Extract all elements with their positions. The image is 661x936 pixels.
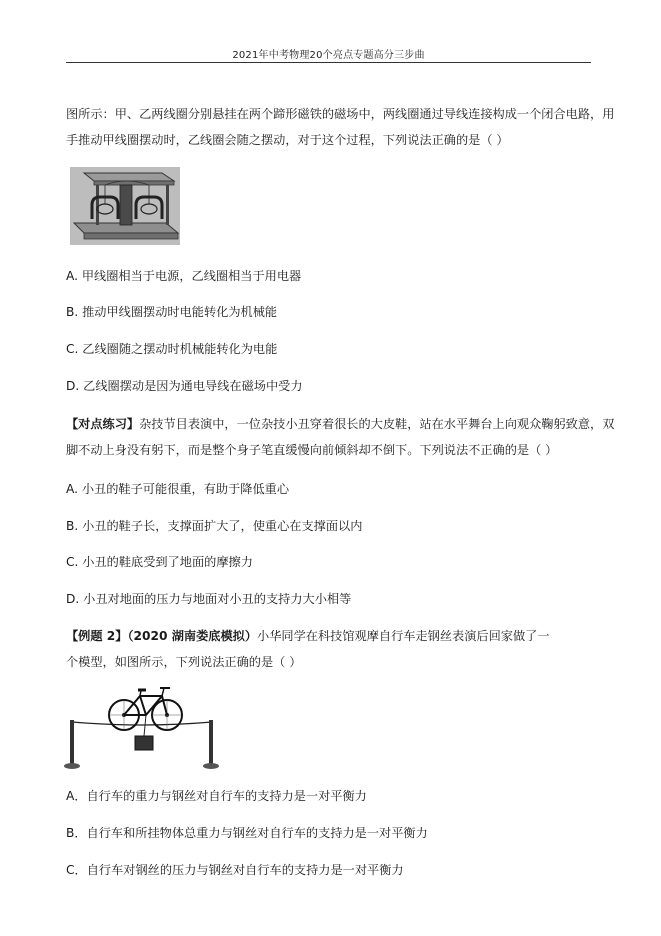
q3-stem-line-1-text: 小华同学在科技馆观摩自行车走钢丝表演后回家做了一 [257, 629, 550, 643]
q2-option-d: D. 小丑对地面的压力与地面对小丑的支持力大小相等 [66, 592, 352, 606]
q3-option-b: B．自行车和所挂物体总重力与钢丝对自行车的支持力是一对平衡力 [66, 826, 428, 840]
q3-tag: 【例题 2】（2020 湖南娄底模拟） [66, 629, 258, 643]
q3-option-c: C．自行车对钢丝的压力与钢丝对自行车的支持力是一对平衡力 [66, 863, 404, 877]
q2-option-c: C. 小丑的鞋底受到了地面的摩擦力 [66, 555, 253, 569]
q1-option-c: C. 乙线圈随之摆动时机械能转化为电能 [66, 342, 278, 356]
page-header: 2021年中考物理20个亮点专题高分三步曲 [232, 50, 425, 61]
q1-option-b: B. 推动甲线圈摆动时电能转化为机械能 [66, 305, 278, 319]
q3-stem-line-2: 个模型，如图所示，下列说法正确的是（ ） [66, 655, 302, 669]
q1-option-d: D. 乙线圈摆动是因为通电导线在磁场中受力 [66, 379, 303, 393]
q2-stem-line-2: 脚不动上身没有躬下，而是整个身子笔直缓慢向前倾斜却不倒下。下列说法不正确的是（ ） [66, 443, 558, 457]
q1-stem-line-2: 手推动甲线圈摆动时，乙线圈会随之摆动，对于这个过程，下列说法正确的是（ ） [66, 133, 509, 147]
q2-option-b: B. 小丑的鞋子长，支撑面扩大了，使重心在支撑面以内 [66, 519, 363, 533]
q2-tag: 【对点练习】 [66, 417, 140, 431]
bicycle-wire-figure [64, 682, 220, 774]
q3-stem-line-1 [66, 628, 550, 644]
q3-option-a: A．自行车的重力与钢丝对自行车的支持力是一对平衡力 [66, 789, 367, 803]
header-rule [66, 62, 591, 63]
q2-stem-line-1-text: 杂技节目表演中，一位杂技小丑穿着很长的大皮鞋，站在水平舞台上向观众鞠躬致意，双 [139, 417, 615, 431]
q1-stem-line-1: 图所示：甲、乙两线圈分别悬挂在两个蹄形磁铁的磁场中，两线圈通过导线连接构成一个闭合电路，用 [66, 107, 615, 121]
q2-option-a: A. 小丑的鞋子可能很重，有助于降低重心 [66, 482, 290, 496]
q2-stem-line-1 [66, 416, 614, 432]
q1-option-a: A. 甲线圈相当于电源，乙线圈相当于用电器 [66, 269, 302, 283]
coil-magnet-figure [70, 167, 180, 245]
